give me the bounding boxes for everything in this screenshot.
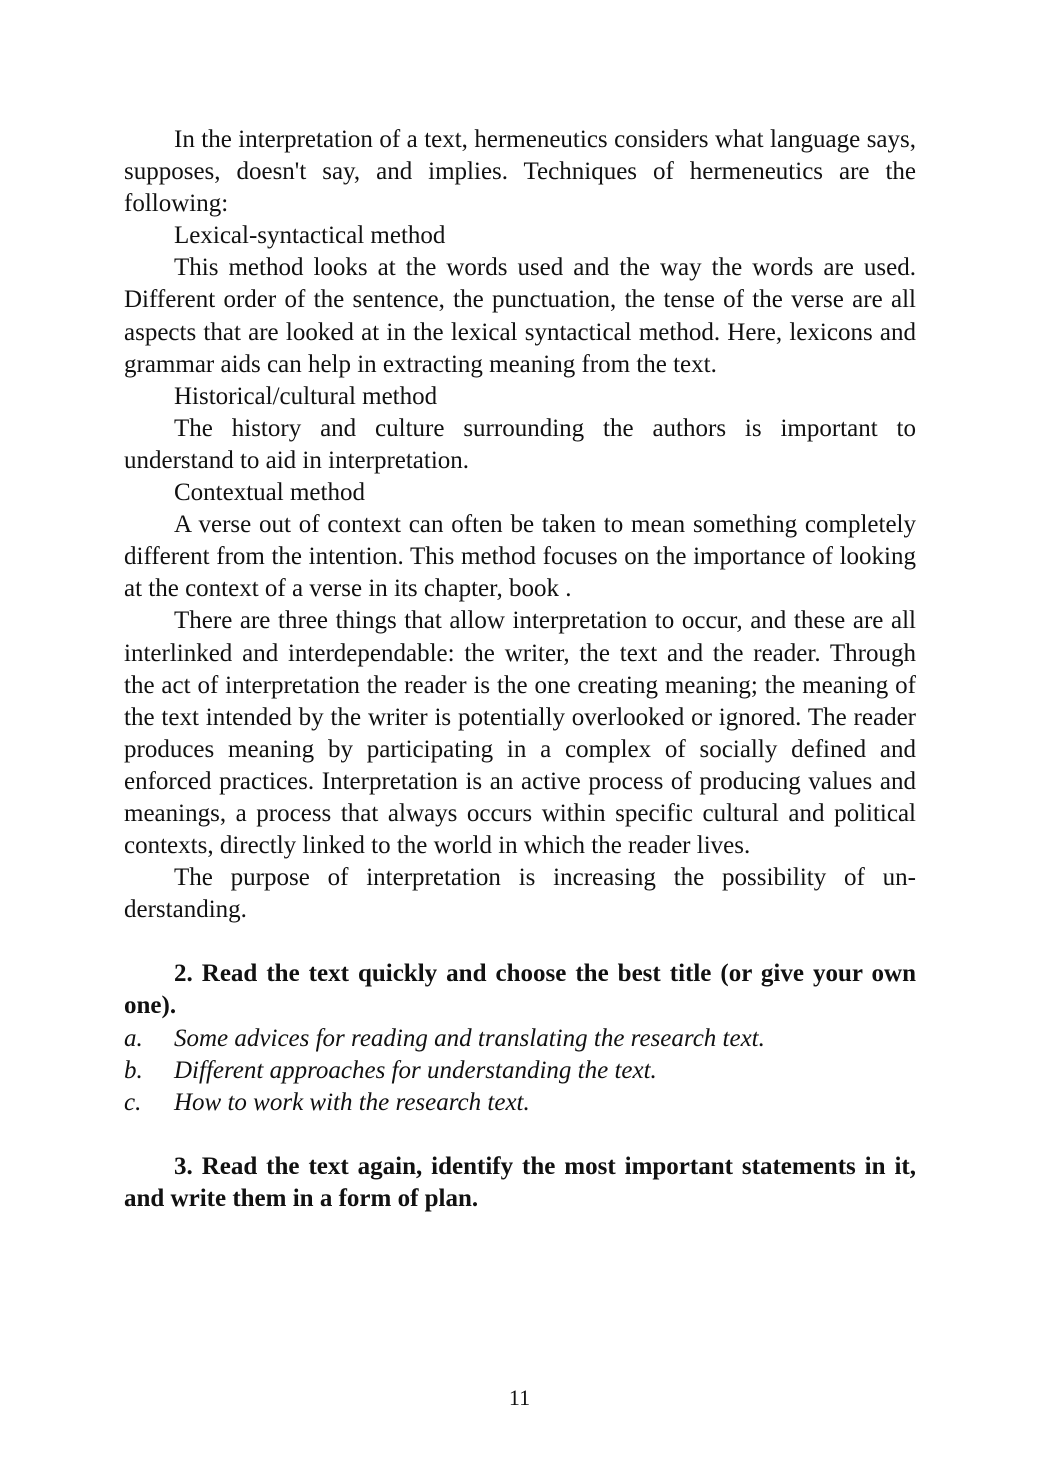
- option-b-text: Different approaches for understanding the text.: [174, 1056, 657, 1084]
- method-heading-contextual: Contextual method: [174, 479, 365, 507]
- task-3-heading: 3. Read the text again, identify the most important statements in it, and write them in a form of plan.: [124, 1152, 916, 1212]
- option-c: [124, 1087, 916, 1119]
- purpose-paragraph: The purpose of interpretation is increasing the possibility of understanding.: [124, 864, 916, 924]
- method-heading-lexical: Lexical-syntactical method: [174, 222, 446, 250]
- option-a-text: Some advices for reading and translating the research text.: [174, 1024, 765, 1052]
- contextual-paragraph: A verse out of context can often be taken to mean something completely different from the intention. This method focuses on the importance of looking at the context of a verse in its chapter, book .: [124, 511, 916, 603]
- option-c-letter: c.: [124, 1088, 142, 1116]
- option-b: [124, 1055, 916, 1087]
- option-a: [124, 1023, 916, 1055]
- page-content: [124, 124, 916, 1215]
- page-number: 11: [508, 1385, 531, 1410]
- historical-paragraph: The history and culture surrounding the authors is important to understand to aid in interpretation.: [124, 414, 916, 474]
- option-c-text: How to work with the research text.: [174, 1088, 530, 1116]
- option-a-letter: a.: [124, 1024, 143, 1052]
- option-b-letter: b.: [124, 1056, 143, 1084]
- intro-paragraph: In the interpretation of a text, hermeneutics considers what language says, supposes, doesn't say, and implies. Techniques of hermeneutics are the following:: [124, 126, 916, 218]
- task-2-heading: 2. Read the text quickly and choose the best title (or give your own one).: [124, 960, 916, 1020]
- interpretation-paragraph: There are three things that allow interpretation to occur, and these are all interlinked and interdependable: the writer, the text and the reader. Through the act of interpretation the reader is the one creating meaning; the meaning of the text intended by the writer is potentially overlooked or ignored. The reader produces meaning by participating in a complex of socially defined and enforced practices. Interpretation is an active process of producing values and meanings, a process that always occurs within specific cultural and political contexts, directly linked to the world in which the reader lives.: [124, 607, 916, 860]
- lexical-paragraph: This method looks at the words used and the way the words are used. Different order of the sentence, the punctuation, the tense of the verse are all aspects that are looked at in the lexical syntactical method. Here, lexicons and grammar aids can help in extracting meaning from the text.: [124, 254, 916, 378]
- method-heading-historical: Historical/cultural method: [174, 382, 438, 410]
